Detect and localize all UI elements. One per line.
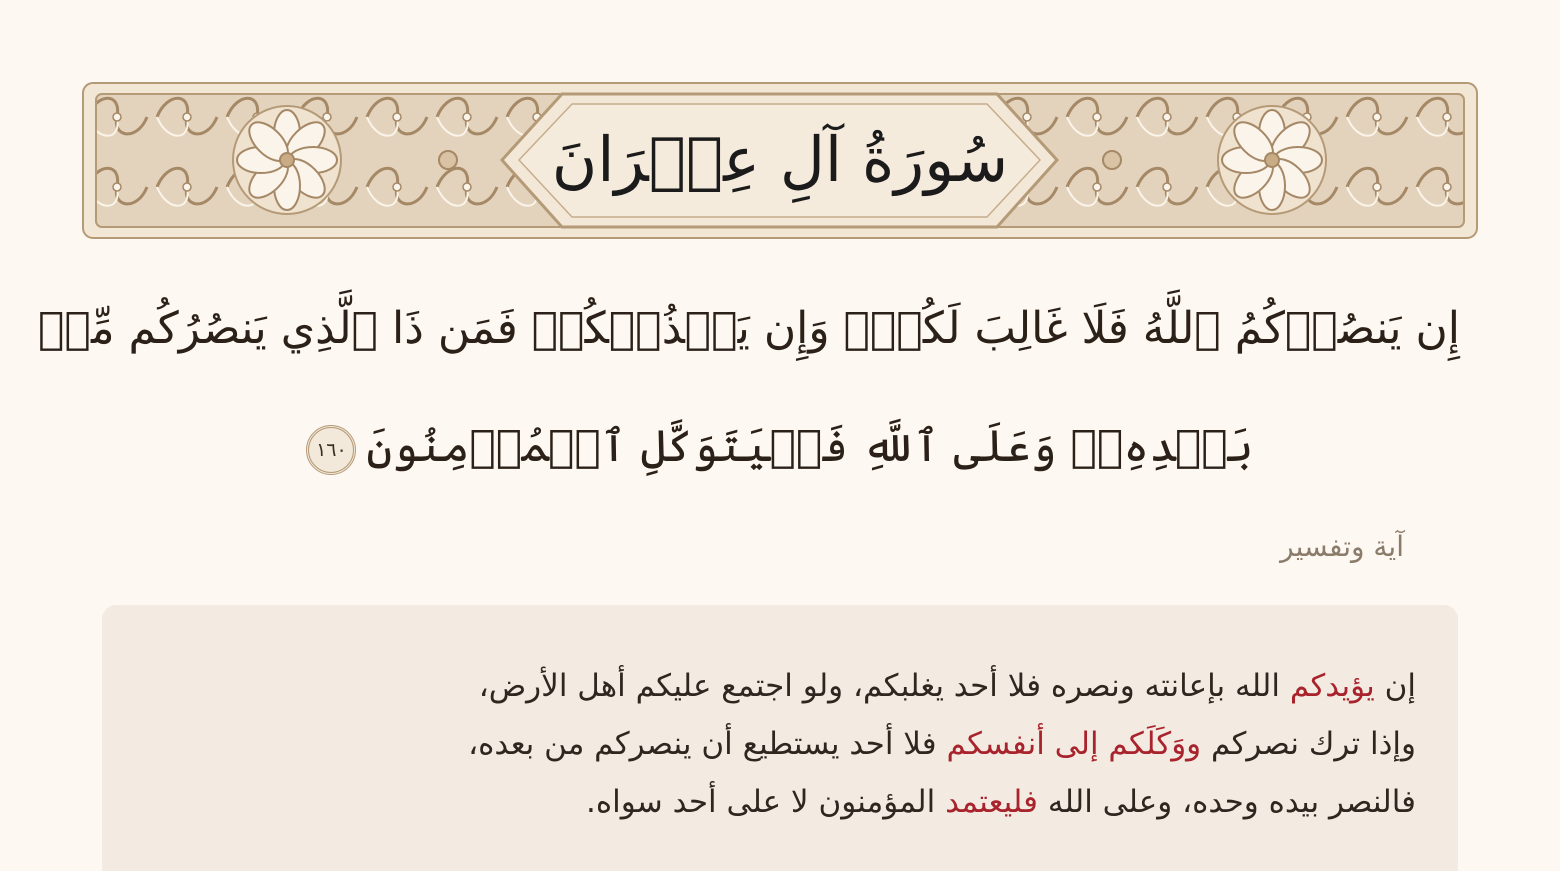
tafsir-text-segment: وإذا ترك نصركم: [1201, 726, 1416, 762]
ayah-text: [38, 270, 1460, 506]
tafsir-text-segment: فلا أحد يستطيع أن ينصركم من بعده،: [468, 726, 947, 762]
tafsir-highlight: ووَكَلَكم إلى أنفسكم: [946, 726, 1202, 762]
tafsir-line-1: [176, 657, 1416, 715]
tafsir-highlight: يؤيدكم: [1289, 668, 1375, 704]
ayah-line-1: إِن يَنصُرۡكُمُ ٱللَّهُ فَلَا غَالِبَ لَكُمۡۖ وَإِن يَخۡذُلۡكُمۡ فَمَن ذَا ٱلَّذِي يَنصُرُكُم مِّنۢ: [38, 303, 1460, 354]
tafsir-line-2: [176, 715, 1416, 773]
tafsir-text-segment: المؤمنون لا على أحد سواه.: [586, 784, 946, 820]
surah-title: سُورَةُ آلِ عِمۡرَانَ: [551, 123, 1009, 196]
tafsir-line-3: [176, 773, 1416, 831]
tafsir-text-segment: فالنصر بيده وحده، وعلى الله: [1038, 784, 1416, 820]
tafsir-text-segment: إن: [1374, 668, 1416, 704]
ayah-end-marker-icon: ١٦٠: [306, 425, 356, 475]
ayah-line-2-text: بَعۡدِهِۦۗ وَعَلَى ٱللَّهِ فَلۡيَتَوَكَّلِ ٱلۡمُؤۡمِنُونَ: [366, 421, 1254, 472]
tafsir-highlight: فليعتمد: [945, 784, 1039, 820]
tafsir-text-segment: الله بإعانته ونصره فلا أحد يغلبكم، ولو اجتمع عليكم أهل الأرض،: [478, 668, 1290, 704]
ayah-line-2: [100, 388, 1460, 506]
tafsir-text: [176, 657, 1416, 831]
section-label: آية وتفسير: [1280, 530, 1404, 563]
tafsir-card: [102, 605, 1458, 871]
surah-header-banner: [82, 82, 1478, 239]
